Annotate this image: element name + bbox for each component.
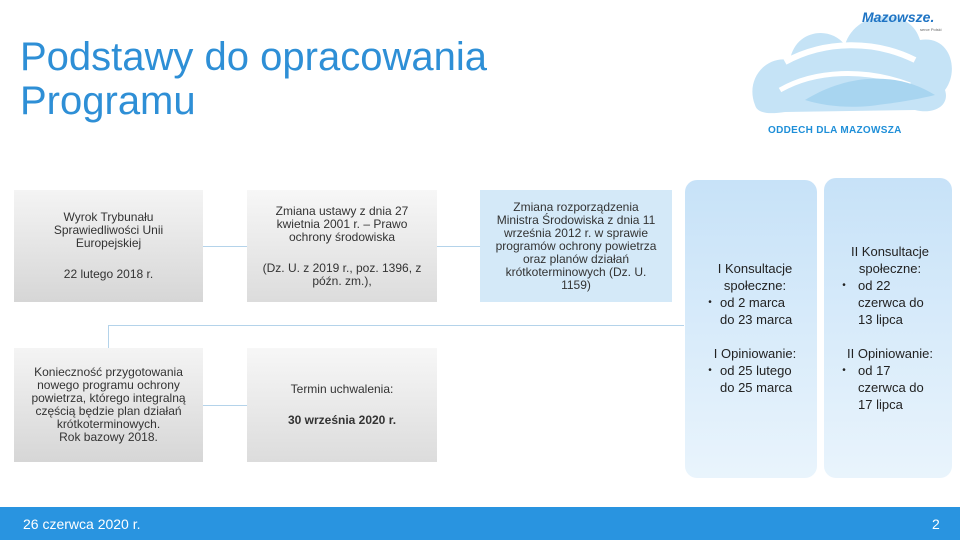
logo-caption: ODDECH DLA MAZOWSZA: [768, 125, 902, 136]
first-consultation-panel: [685, 180, 817, 478]
connector-line: [203, 246, 247, 247]
necessity-text: Konieczność przygotowania: [34, 365, 183, 379]
consultation-period: od 2 marca: [720, 295, 786, 310]
consultation-period: od 22: [858, 278, 891, 293]
law-change-ref: (Dz. U. z 2019 r., poz. 1396, z: [262, 260, 422, 275]
regulation-box: [480, 190, 672, 302]
deadline-date: 30 września 2020 r.: [287, 413, 397, 427]
regulation-text: 1159): [561, 277, 591, 292]
slide-title-line2: Programu: [20, 79, 196, 123]
second-consultation-panel: [824, 178, 952, 478]
consultation-heading: społeczne:: [858, 261, 922, 276]
opinion-heading: II Opiniowanie:: [847, 346, 933, 361]
necessity-text: krótkoterminowych.: [56, 417, 161, 431]
opinion-period: od 17: [858, 363, 891, 378]
footer-bar: [0, 507, 960, 540]
opinion-period: 17 lipca: [858, 397, 903, 412]
verdict-date: 22 lutego 2018 r.: [63, 267, 154, 281]
deadline-label: Termin uchwalenia:: [290, 382, 394, 396]
opinion-period: od 25 lutego: [720, 363, 792, 378]
verdict-text: Europejskiej: [75, 236, 142, 250]
page-number: 2: [932, 516, 940, 532]
bullet-icon: •: [708, 365, 712, 376]
connector-line: [437, 246, 480, 247]
bullet-icon: •: [708, 297, 712, 308]
first-opinion-block: [700, 345, 810, 396]
mazowsze-brand: Mazowsze.: [862, 9, 935, 25]
verdict-text: Wyrok Trybunału: [63, 210, 154, 224]
law-change-text: kwietnia 2001 r. – Prawo: [276, 216, 408, 231]
necessity-text: nowego programu ochrony: [37, 378, 180, 392]
second-consultation-block: [834, 243, 946, 328]
regulation-text: września 2012 r. w sprawie: [503, 225, 649, 240]
verdict-box: [14, 190, 203, 302]
brand-subtitle: serce Polski: [920, 27, 942, 32]
necessity-text: Rok bazowy 2018.: [59, 430, 158, 444]
law-change-box: [247, 190, 437, 302]
bullet-icon: •: [842, 280, 846, 291]
verdict-text: Sprawiedliwości Unii: [53, 223, 164, 237]
law-change-text: ochrony środowiska: [288, 229, 396, 244]
second-opinion-block: [834, 345, 946, 413]
slide-title: [20, 35, 487, 123]
necessity-box: [14, 348, 203, 462]
slide-title-line1: Podstawy do opracowania: [20, 35, 487, 79]
consultation-heading: I Konsultacje: [717, 261, 793, 276]
law-change-text: Zmiana ustawy z dnia 27: [275, 203, 409, 218]
connector-line: [203, 405, 247, 406]
consultation-period: 13 lipca: [858, 312, 903, 327]
regulation-text: Ministra Środowiska z dnia 11: [496, 212, 656, 227]
deadline-box: [247, 348, 437, 462]
opinion-heading: I Opiniowanie:: [713, 346, 797, 361]
regulation-text: Zmiana rozporządzenia: [513, 199, 639, 214]
opinion-period: czerwca do: [858, 380, 924, 395]
necessity-text: powietrza, którego integralną: [31, 391, 186, 405]
consultation-heading: społeczne:: [723, 278, 787, 293]
necessity-text: częścią będzie plan działań: [35, 404, 182, 418]
first-consultation-block: [700, 260, 810, 328]
regulation-text: oraz planów działań: [522, 251, 630, 266]
consultation-period: do 23 marca: [720, 312, 793, 327]
opinion-period: do 25 marca: [720, 380, 793, 395]
consultation-heading: II Konsultacje: [850, 244, 930, 259]
connector-line: [108, 325, 684, 326]
consultation-period: czerwca do: [858, 295, 924, 310]
law-change-ref: późn. zm.),: [312, 273, 372, 288]
regulation-text: krótkoterminowych (Dz. U.: [505, 264, 647, 279]
connector-line: [108, 325, 109, 348]
footer-date: 26 czerwca 2020 r.: [23, 516, 141, 532]
regulation-text: programów ochrony powietrza: [495, 238, 657, 253]
bullet-icon: •: [842, 365, 846, 376]
